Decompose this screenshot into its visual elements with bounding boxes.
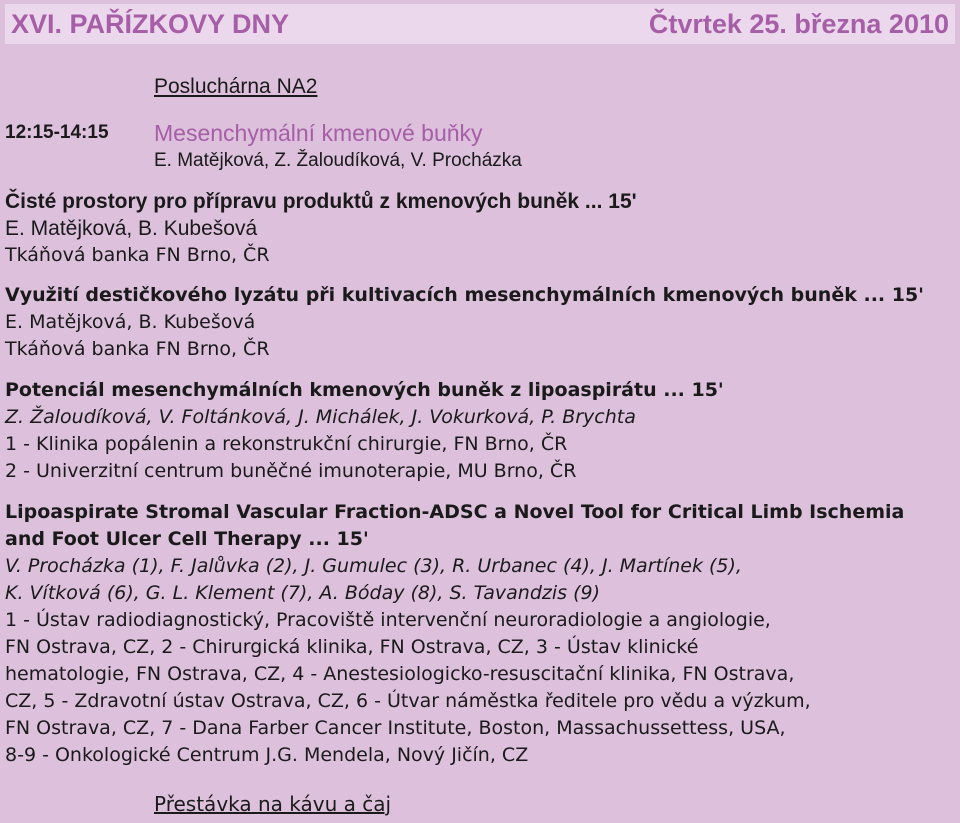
- talk-affiliation: 1 - Klinika popálenin a rekonstrukční chirurgie, FN Brno, ČR: [5, 433, 568, 455]
- talk-title: Potenciál mesenchymálních kmenových buněk z lipoaspirátu ... 15': [5, 379, 724, 401]
- talk-authors: V. Procházka (1), F. Jalůvka (2), J. Gumulec (3), R. Urbanec (4), J. Martínek (5),: [5, 555, 742, 577]
- conference-title: XVI. PAŘÍZKOVY DNY: [11, 8, 290, 39]
- talk-affiliation: FN Ostrava, CZ, 2 - Chirurgická klinika, FN Ostrava, CZ, 3 - Ústav klinické: [5, 636, 699, 658]
- talk-affiliation: hematologie, FN Ostrava, CZ, 4 - Anestesiologicko-resuscitační klinika, FN Ostrava,: [5, 663, 795, 685]
- talk-authors: E. Matějková, B. Kubešová: [5, 217, 258, 240]
- talk-title: and Foot Ulcer Cell Therapy ... 15': [5, 528, 369, 550]
- page-header: [5, 4, 955, 44]
- talk-item: [5, 377, 955, 485]
- session-time: 12:15-14:15: [5, 122, 109, 143]
- program-content: [5, 72, 955, 818]
- talk-authors: Z. Žaloudíková, V. Foltánková, J. Michálek, J. Vokurková, P. Brychta: [5, 406, 636, 428]
- session-title: Mesenchymální kmenové buňky: [154, 120, 483, 146]
- talk-affiliation: 2 - Univerzitní centrum buněčné imunoterapie, MU Brno, ČR: [5, 460, 577, 482]
- talk-item: [5, 282, 955, 363]
- talk-authors: E. Matějková, B. Kubešová: [5, 311, 256, 333]
- talk-authors: K. Vítková (6), G. L. Klement (7), A. Bóday (8), S. Tavandzis (9): [5, 582, 600, 604]
- talk-affiliation: 8-9 - Onkologické Centrum J.G. Mendela, Nový Jičín, CZ: [5, 744, 529, 766]
- talk-title: Čisté prostory pro přípravu produktů z kmenových buněk ... 15': [5, 190, 637, 213]
- talk-affiliation: 1 - Ústav radiodiagnostický, Pracoviště intervenční neuroradiologie a angiologie,: [5, 609, 771, 631]
- talk-title: Lipoaspirate Stromal Vascular Fraction-ADSC a Novel Tool for Critical Limb Ischemia: [5, 501, 905, 523]
- talk-affiliation: CZ, 5 - Zdravotní ústav Ostrava, CZ, 6 - Útvar náměstka ředitele pro vědu a výzkum,: [5, 690, 811, 712]
- talk-title: Využití destičkového lyzátu při kultivacích mesenchymálních kmenových buněk ... 15': [5, 284, 924, 306]
- talk-affiliation: Tkáňová banka FN Brno, ČR: [5, 338, 270, 360]
- session-header: [5, 118, 955, 148]
- coffee-break-label: Přestávka na kávu a čaj: [154, 792, 392, 816]
- talk-item: [5, 188, 955, 269]
- session-chairs: E. Matějková, Z. Žaloudíková, V. Procházka: [154, 150, 522, 171]
- room-name: Posluchárna NA2: [154, 75, 318, 98]
- talk-item: [5, 499, 955, 769]
- talk-affiliation: FN Ostrava, CZ, 7 - Dana Farber Cancer Institute, Boston, Massachussettess, USA,: [5, 717, 786, 739]
- conference-date: Čtvrtek 25. března 2010: [648, 8, 949, 39]
- talk-affiliation: Tkáňová banka FN Brno, ČR: [5, 244, 270, 266]
